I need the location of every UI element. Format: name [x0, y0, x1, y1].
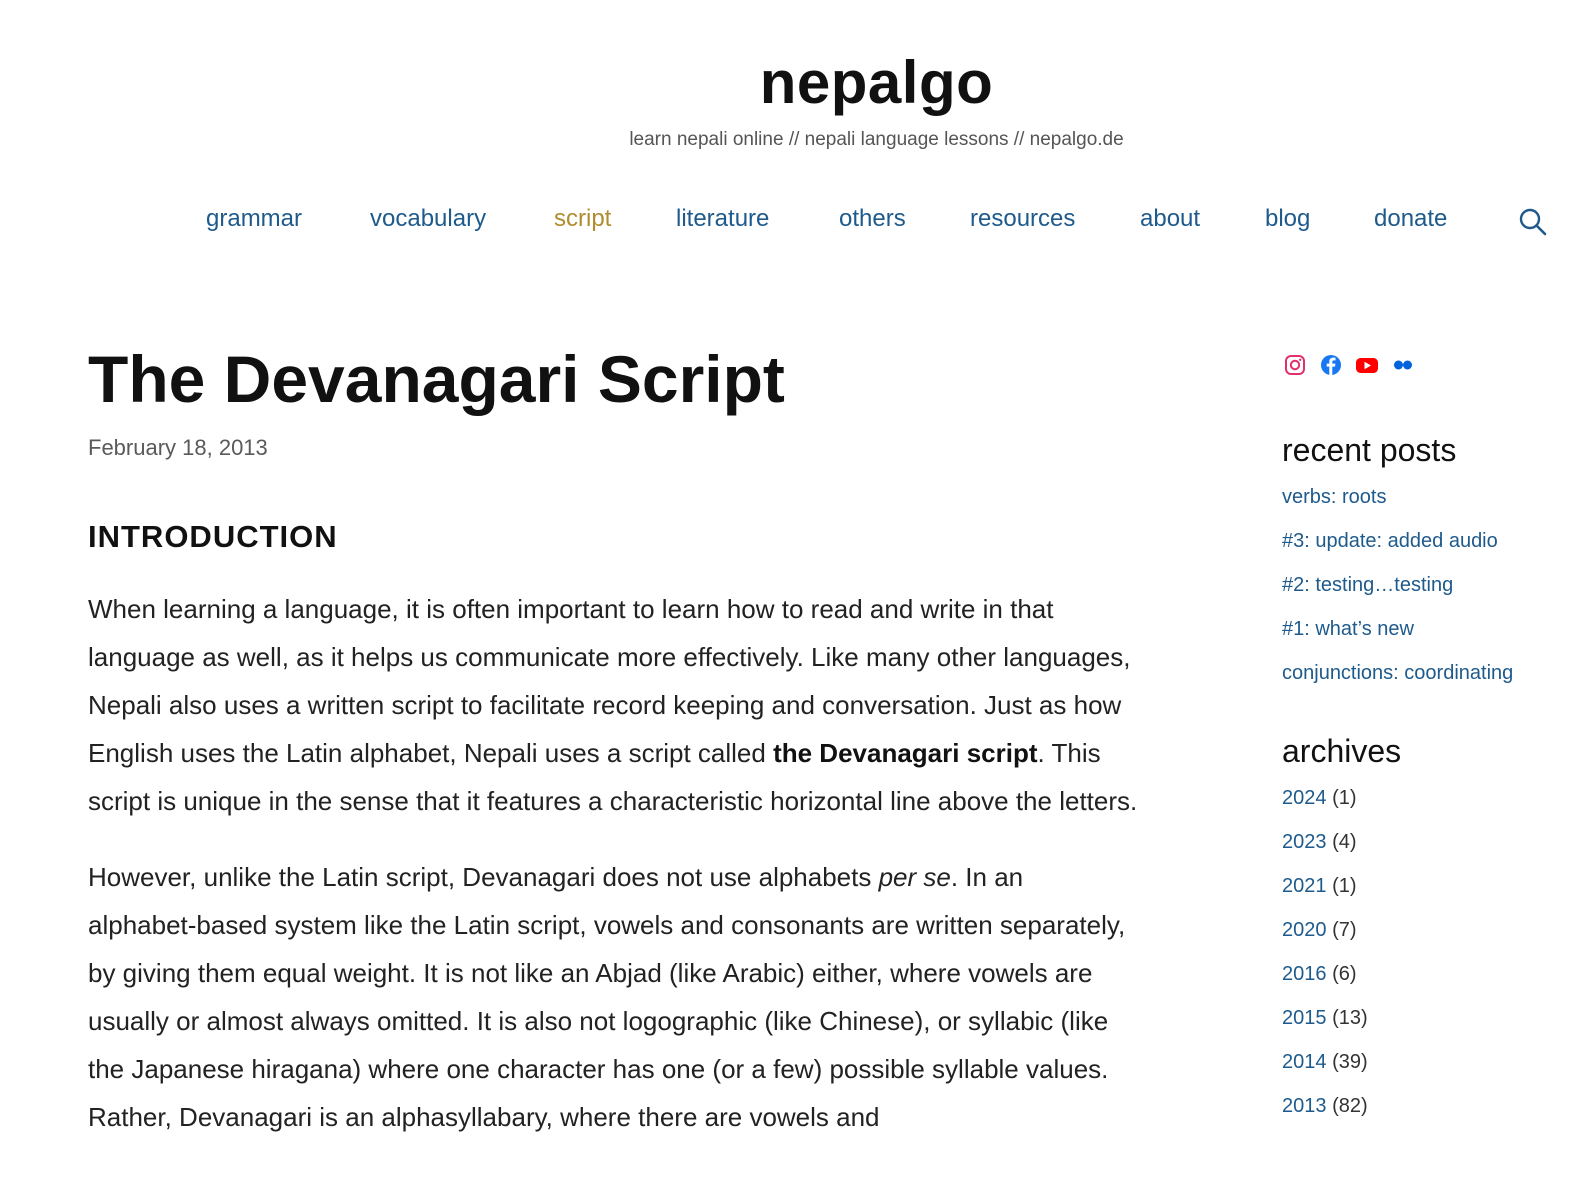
article	[88, 340, 1138, 1141]
youtube-icon[interactable]	[1354, 352, 1380, 378]
archive-year-link[interactable]: 2014	[1282, 1051, 1327, 1073]
paragraph-2-end: . In an alphabet-based system like the Latin script, vowels and consonants are written separately, by giving them equal weight. It is not like an Abjad (like Arabic) either, where vowels are usually or almost always omitted. It is also not logographic (like Chinese), or syllabic (like the Japanese hiragana) where one character has one (or a few) possible syllable values. Rather, Devanagari is an alphasyllabary, where there are vowels and	[88, 862, 1126, 1133]
archive-count: (39)	[1332, 1051, 1368, 1073]
article-date: February 18, 2013	[88, 435, 268, 461]
social-links	[1282, 352, 1582, 384]
nav-item-blog[interactable]: blog	[1265, 205, 1311, 232]
archive-count: (82)	[1332, 1095, 1368, 1117]
paragraph-2	[88, 853, 1138, 1141]
archive-year-link[interactable]: 2020	[1282, 919, 1327, 941]
archive-count: (6)	[1332, 963, 1357, 985]
nav-item-about[interactable]: about	[1140, 205, 1201, 232]
paragraph-1-end: . This script is unique in the sense that it features a characteristic horizontal line above the letters.	[88, 738, 1138, 817]
list-item	[1282, 661, 1582, 685]
list-item	[1282, 874, 1582, 898]
archive-count: (13)	[1332, 1007, 1368, 1029]
flickr-icon[interactable]	[1390, 352, 1416, 378]
archive-count: (1)	[1332, 875, 1357, 897]
nav-item-script[interactable]: script	[554, 205, 612, 232]
list-item	[1282, 617, 1582, 641]
main-nav	[0, 205, 1593, 245]
archives-list	[1282, 786, 1582, 1118]
archive-count: (7)	[1332, 919, 1357, 941]
archive-year-link[interactable]: 2024	[1282, 787, 1327, 809]
list-item	[1282, 529, 1582, 553]
paragraph-2-italic: per se	[878, 862, 951, 893]
paragraph-1	[88, 585, 1138, 825]
search-icon[interactable]	[1518, 207, 1548, 237]
archives-title: archives	[1282, 733, 1402, 769]
nav-item-others[interactable]: others	[839, 205, 906, 232]
list-item	[1282, 786, 1582, 810]
recent-posts-title: recent posts	[1282, 432, 1457, 468]
site-tagline: learn nepali online // nepali language lessons // nepalgo.de	[629, 129, 1124, 150]
site-title[interactable]: nepalgo	[759, 49, 994, 116]
nav-item-grammar[interactable]: grammar	[206, 205, 303, 232]
facebook-icon[interactable]	[1318, 352, 1344, 378]
instagram-icon[interactable]	[1282, 352, 1308, 378]
paragraph-1-start: When learning a language, it is often important to learn how to read and write in that language as well, as it helps us communicate more effectively. Like many other languages, Nepali also uses a written script to facilitate record keeping and conversation. Just as how English uses the Latin alphabet, Nepali uses a script called	[88, 594, 1131, 769]
list-item	[1282, 1050, 1582, 1074]
recent-post-link[interactable]: conjunctions: coordinating	[1282, 662, 1514, 684]
list-item	[1282, 573, 1582, 597]
nav-item-literature[interactable]: literature	[676, 205, 770, 232]
archive-count: (1)	[1332, 787, 1357, 809]
recent-posts-list	[1282, 485, 1582, 685]
list-item	[1282, 1006, 1582, 1030]
sidebar	[1282, 352, 1582, 1138]
archive-count: (4)	[1332, 831, 1357, 853]
archive-year-link[interactable]: 2015	[1282, 1007, 1327, 1029]
archive-year-link[interactable]: 2023	[1282, 831, 1327, 853]
recent-post-link[interactable]: #1: what’s new	[1282, 618, 1414, 640]
nav-item-resources[interactable]: resources	[970, 205, 1076, 232]
nav-item-donate[interactable]: donate	[1374, 205, 1448, 232]
archive-year-link[interactable]: 2013	[1282, 1095, 1327, 1117]
paragraph-1-bold: the Devanagari script	[773, 738, 1038, 769]
recent-post-link[interactable]: verbs: roots	[1282, 486, 1387, 508]
nav-item-vocabulary[interactable]: vocabulary	[370, 205, 487, 232]
section-heading-introduction: INTRODUCTION	[88, 519, 338, 555]
archive-year-link[interactable]: 2016	[1282, 963, 1327, 985]
recent-post-link[interactable]: #2: testing…testing	[1282, 574, 1454, 596]
article-title: The Devanagari Script	[88, 342, 785, 416]
paragraph-2-start: However, unlike the Latin script, Devanagari does not use alphabets	[88, 862, 879, 893]
list-item	[1282, 1094, 1582, 1118]
archive-year-link[interactable]: 2021	[1282, 875, 1327, 897]
list-item	[1282, 962, 1582, 986]
recent-post-link[interactable]: #3: update: added audio	[1282, 530, 1498, 552]
list-item	[1282, 830, 1582, 854]
list-item	[1282, 918, 1582, 942]
list-item	[1282, 485, 1582, 509]
